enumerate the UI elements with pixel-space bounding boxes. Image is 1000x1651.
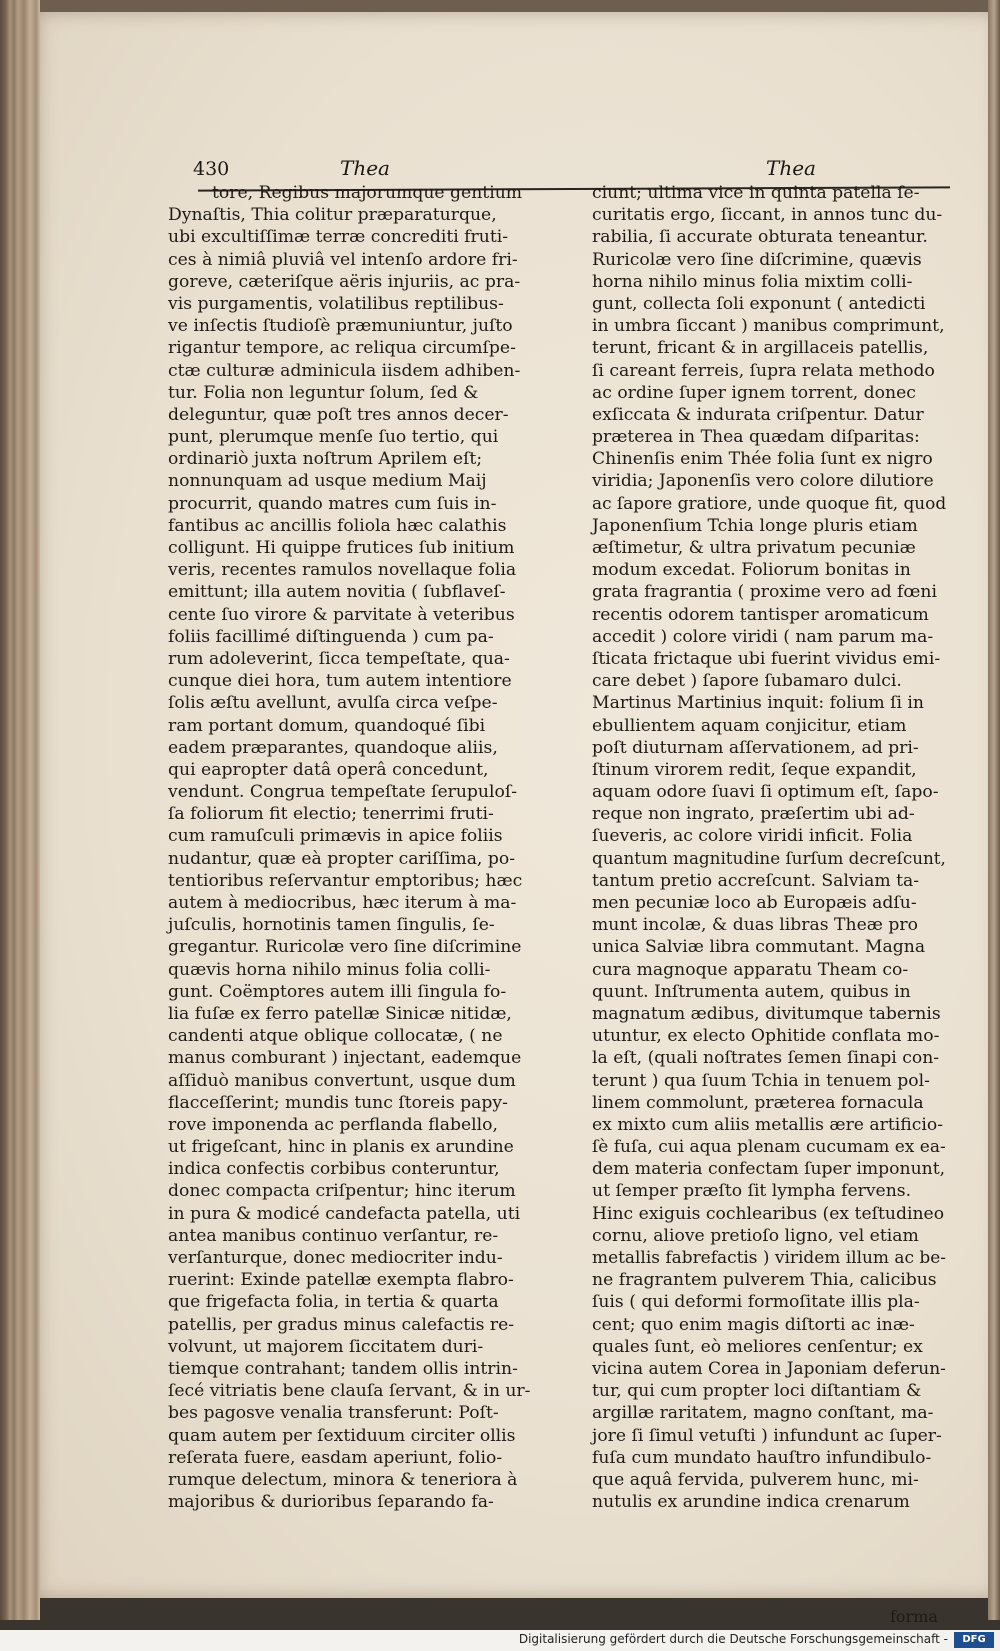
text-line: reque non ingrato, præſertim ubi ad- [592,804,915,825]
text-line: majoribus & durioribus ſeparando fa- [168,1492,494,1513]
text-line: gregantur. Ruricolæ vero ſine diſcrimine [168,937,522,958]
text-line: in umbra ſiccant ) manibus comprimunt, [592,316,945,337]
text-line: modum excedat. Foliorum bonitas in [592,560,911,581]
text-line: ne fragrantem pulverem Thia, calicibus [592,1270,937,1291]
text-line: ve inſectis ſtudioſè præmuniuntur, juſto [168,316,513,337]
text-line: exſiccata & indurata criſpentur. Datur [592,404,924,425]
dfg-logo: DFG [954,1632,994,1648]
text-line: linem commolunt, præterea fornacula [592,1092,924,1113]
text-line: emittunt; illa autem novitia ( ſubflaveſ- [168,582,506,603]
text-line: accedit ) colore viridi ( nam parum ma- [592,626,934,647]
page-number: 430 [193,158,230,180]
text-line: terunt ) qua ſuum Tchia in tenuem pol- [592,1070,930,1091]
text-line: ac ordine ſuper ignem torrent, donec [592,382,916,403]
text-line: fuſa cum mundato hauſtro infundibulo- [592,1447,932,1468]
text-line: ſè fuſa, cui aqua plenam cucumam ex ea- [592,1137,946,1158]
text-line: ctæ culturæ adminicula iisdem adhiben- [168,360,521,381]
text-line: tiemque contrahant; tandem ollis intrin- [168,1358,518,1379]
text-line: que aquâ fervida, pulverem hunc, mi- [592,1469,919,1490]
text-line: cum ramuſculi primævis in apice foliis [168,826,503,847]
text-line: utuntur, ex electo Ophitide conflata mo- [592,1026,940,1047]
text-line: cura magnoque apparatu Theam co- [592,959,909,980]
text-line: ſticata frictaque ubi fuerint vividus emi- [592,648,941,669]
right-text-column [592,182,946,1513]
text-line: fantibus ac ancillis foliola hæc calathis [168,515,507,536]
text-line: in pura & modicé candefacta patella, uti [168,1203,521,1224]
text-line: tentioribus reſervantur emptoribus; hæc [168,870,523,891]
text-line: argillæ raritatem, magno conſtant, ma- [592,1403,934,1424]
left-text-column [168,182,554,1513]
text-line: goreve, cæteriſque aëris injuriis, ac pra- [168,271,521,292]
text-line: tur. Folia non leguntur ſolum, ſed & [168,382,479,403]
text-line: nutulis ex arundine indica crenarum [592,1492,910,1513]
text-line: ſi careant ferreis, ſupra relata methodo [592,360,935,381]
text-line: rum adoleverint, ſicca tempeſtate, qua- [168,648,510,669]
text-line: tore, Regibus majorumque gentium [212,183,523,203]
text-line: nonnunquam ad usque medium Maij [168,471,487,492]
text-line: cunque diei hora, tum autem intentiore [168,671,512,692]
text-line: eadem præparantes, quandoque aliis, [168,737,498,758]
text-line: ebullientem aquam conjicitur, etiam [592,715,907,736]
text-line: procurrit, quando matres cum ſuis in- [168,493,497,514]
text-line: magnatum ædibus, divitumque tabernis [592,1003,941,1024]
text-line: manus comburant ) injectant, eademque [168,1048,522,1069]
text-line: indica confectis corbibus conteruntur, [168,1159,500,1180]
text-line: horna nihilo minus folia mixtim colli- [592,271,913,292]
text-line: donec compacta criſpentur; hinc iterum [168,1181,516,1202]
text-line: Japonenſium Tchia longe pluris etiam [592,515,918,536]
text-line: volvunt, ut majorem ſiccitatem duri- [168,1336,484,1357]
text-line: ordinariò juxta noſtrum Aprilem eſt; [168,449,483,470]
page-edge-right [988,0,1000,1620]
book-spine-edge [0,0,40,1620]
text-line: dem materia confectam ſuper imponunt, [592,1159,946,1180]
text-line: ubi excultiſſimæ terræ concrediti fruti- [168,227,509,248]
text-line: ſolis æſtu avellunt, avulſa circa veſpe- [168,693,498,714]
text-line: autem à mediocribus, hæc iterum à ma- [168,893,517,913]
digitization-footer [0,1630,1000,1651]
text-line: gunt, collecta ſoli exponunt ( antedicti [592,293,926,314]
text-line: aquam odore ſuavi ſi optimum eſt, ſapo- [592,782,939,803]
text-line: præterea in Thea quædam diſparitas: [592,427,920,448]
text-line: recentis odorem tantisper aromaticum [592,604,929,625]
text-line: Dynaſtis, Thia colitur præparaturque, [168,205,497,226]
text-line: quævis horna nihilo minus folia colli- [168,959,491,980]
text-line: rabilia, ſi accurate obturata teneantur. [592,227,928,248]
text-line: lia fuſæ ex ferro patellæ Sinicæ nitidæ, [168,1003,512,1024]
text-line: vicina autem Corea in Japoniam deferun- [592,1358,946,1379]
text-line: juſculis, hornotinis tamen ſingulis, ſe- [168,915,495,936]
text-line: men pecuniæ loco ab Europæis adſu- [592,893,917,913]
text-line: metallis fabrefactis ) viridem illum ac be- [592,1248,946,1268]
text-line: terunt, fricant & in argillaceis patellis, [592,338,929,359]
text-line: Ruricolæ vero ſine diſcrimine, quævis [592,249,922,270]
text-line: ut frigeſcant, hinc in planis ex arundine [168,1137,514,1158]
text-line: ciunt; ultima vice in quinta patella ſe- [592,183,920,203]
text-line: cornu, aliove pretioſo ligno, vel etiam [592,1225,919,1246]
text-line: curitatis ergo, ſiccant, in annos tunc du- [592,205,943,226]
text-line: foliis facillimé diſtinguenda ) cum pa- [168,626,494,647]
text-line: cente ſuo virore & parvitate à veteribus [168,604,515,625]
text-line: quantum magnitudine ſurſum decreſcunt, [592,848,946,869]
text-line: quunt. Inſtrumenta autem, quibus in [592,981,911,1002]
text-line: gunt. Coëmptores autem illi ſingula fo- [168,981,507,1002]
text-line: candenti atque oblique collocatæ, ( ne [168,1026,503,1047]
text-line: tur, qui cum propter loci diſtantiam & [592,1381,922,1402]
running-head-right: Thea [766,156,816,180]
text-line: ſecé vitriatis bene clauſa ſervant, & in ur- [168,1381,531,1402]
text-line: la eſt, (quali noſtrates ſemen ſinapi con- [592,1048,940,1069]
text-line: reſerata fuere, easdam aperiunt, folio- [168,1447,503,1468]
text-line: nudantur, quæ eà propter cariſſima, po- [168,848,516,869]
text-line: ruerint: Exinde patellæ exempta flabro- [168,1270,514,1291]
text-line: qui eapropter datâ operâ concedunt, [168,759,489,780]
text-line: care debet ) ſapore ſubamaro dulci. [592,671,902,692]
text-line: ac ſapore gratiore, unde quoque fit, quod [592,493,947,514]
text-line: rumque delectum, minora & teneriora à [168,1469,518,1490]
text-line: rove imponenda ac perflanda flabello, [168,1114,498,1135]
text-line: ſa foliorum fit electio; tenerrimi fruti- [168,804,494,825]
text-line: veris, recentes ramulos novellaque folia [168,560,517,581]
text-line: Chinenſis enim Thée folia ſunt ex nigro [592,449,933,470]
text-line: Hinc exiguis cochlearibus (ex teſtudineo [592,1203,945,1224]
running-head-left: Thea [340,156,390,180]
text-line: poſt diuturnam aſſervationem, ad pri- [592,737,919,758]
text-line: antea manibus continuo verſantur, re- [168,1225,499,1246]
text-line: que frigefacta folia, in tertia & quarta [168,1292,499,1313]
text-line: ſtinum virorem redit, ſeque expandit, [592,759,917,780]
text-line: bes pagosve venalia transferunt: Poſt- [168,1403,499,1424]
text-line: Martinus Martinius inquit: folium ſi in [592,693,924,714]
text-line: æſtimetur, & ultra privatum pecuniæ [592,538,916,558]
text-line: munt incolæ, & duas libras Theæ pro [592,915,918,936]
text-line: punt, plerumque menſe ſuo tertio, qui [168,427,499,448]
text-line: cent; quo enim magis diſtorti ac inæ- [592,1314,915,1335]
text-line: patellis, per gradus minus calefactis re- [168,1314,515,1335]
text-line: verſanturque, donec mediocriter indu- [168,1248,503,1268]
funding-credit: Digitalisierung gefördert durch die Deutsche Forschungsgemeinschaft - [518,1632,948,1646]
text-line: quales ſunt, eò meliores cenſentur; ex [592,1336,923,1357]
text-line: ſuis ( qui deformi formoſitate illis pla- [592,1292,920,1313]
text-line: vis purgamentis, volatilibus reptilibus- [168,293,504,314]
text-line: ut ſemper præſto ſit lympha fervens. [592,1181,912,1202]
text-line: vendunt. Congrua tempeſtate ſerupuloſ- [168,782,518,803]
text-line: ſueveris, ac colore viridi inficit. Folia [592,826,913,847]
text-line: jore ſi ſimul vetuſti ) infundunt ac ſuper- [592,1425,942,1446]
text-line: ram portant domum, quandoqué ſibi [168,715,486,736]
text-line: unica Salviæ libra commutant. Magna [592,937,926,958]
text-line: flacceſſerint; mundis tunc ſtoreis papy- [168,1092,508,1113]
text-line: grata fragrantia ( proxime vero ad fœni [592,582,937,603]
text-line: ces à nimiâ pluviâ vel intenſo ardore fri- [168,249,518,270]
text-line: tantum pretio accreſcunt. Salviam ta- [592,870,920,891]
catchword: forma [890,1607,938,1626]
text-line: rigantur tempore, ac reliqua circumſpe- [168,338,516,359]
text-line: viridia; Japonenſis vero colore dilutiore [592,471,934,492]
text-line: colligunt. Hi quippe frutices ſub initium [168,538,515,558]
text-line: aſſiduò manibus convertunt, usque dum [168,1070,516,1091]
text-line: ex mixto cum aliis metallis ære artificio- [592,1114,944,1135]
text-line: deleguntur, quæ poſt tres annos decer- [168,404,509,425]
text-line: quam autem per ſextiduum circiter ollis [168,1425,516,1446]
